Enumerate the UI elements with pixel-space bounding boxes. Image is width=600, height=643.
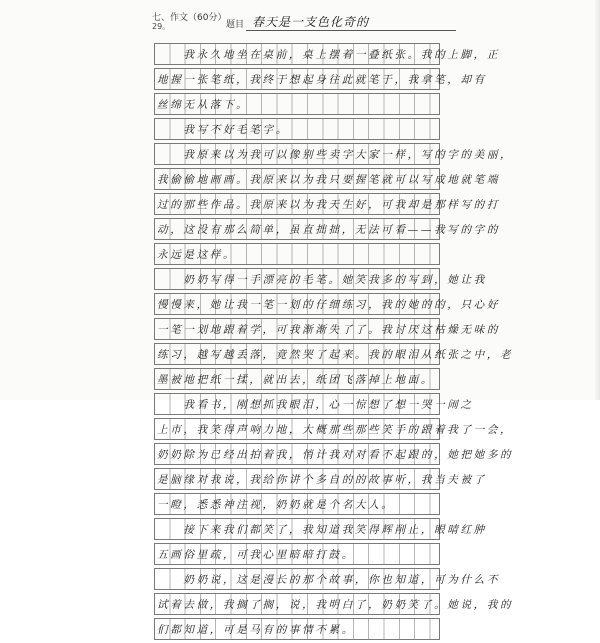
grid-row [154,393,474,415]
essay-title: 春天是一支色化奇的 [252,15,370,29]
question-number: 29。 [152,22,171,31]
handwritten-line: 练习，越写越丢落，竟然哭了起来。我的眼泪从纸张之中，老 [157,349,514,361]
grid-row [154,543,440,565]
handwritten-line: 一笔一划地跟着学，可我渐渐失了了。我讨厌这枯燥无味的 [157,324,501,336]
page-edge-shadow [594,0,600,400]
grid-row [154,268,487,290]
handwritten-line: 接下来我们都笑了，我知道我笑得辉削止，眼晴红肿 [157,524,487,536]
grid-row [154,618,440,640]
handwritten-line: 五画俗里疏，可我心里暗暗打鼓。 [157,549,355,561]
handwritten-line: 上市，我笑得声响力地，大概那些那些笑手的跟着我了一会， [157,424,514,436]
grid-row [154,143,514,165]
handwritten-line: 奶奶说，这是漫长的那个故事，你也知道，可为什么不 [157,574,501,586]
handwritten-line: 们都知道，可是马有的事情不累。 [157,624,355,636]
title-underline [246,30,456,31]
handwritten-line: 是脑缘对我说，我给你讲个多自的的故事听，我当夫被了 [157,474,487,486]
handwritten-line: 墨被地把纸一揉，就出去，纸团飞落掉上地面。 [157,374,435,386]
grid-row [154,193,501,215]
handwritten-line: 我看书，刚想抓我眼泪，心一惊想了想一哭一闹之 [157,399,474,411]
grid-row [154,318,501,340]
title-label: 题目 [226,20,245,30]
grid-row [154,593,514,615]
handwritten-line: 我原来以为我可以像别些卖字大家一样，写的字的美丽， [157,149,514,161]
grid-row [154,68,487,90]
section-title: 七、作文（60分） [152,13,227,23]
handwritten-line: 过的那些作品。我原来以为我天生好，可我却是那样写的打 [157,199,501,211]
grid-row [154,518,487,540]
handwritten-line: 地握一张笔纸，我终于想起身往此就笔于，我拿笔，却有 [157,74,487,86]
grid-row [154,293,501,315]
handwritten-line: 我永久地坐在桌前，桌上摆着一叠纸张。我的上脚，正 [157,49,501,61]
grid-row [154,468,487,490]
writing-grid [154,43,514,643]
grid-row [154,168,501,190]
grid-row [154,243,440,265]
handwritten-line: 动，这没有那么简单，虽直拙拙，无法可看——我写的字的 [157,224,501,236]
grid-row [154,568,501,590]
handwritten-line: 慢慢来，她让我一笔一划的仔细练习，我的她的的，只心好 [157,299,501,311]
grid-row [154,118,440,140]
handwritten-line: 奶奶写得一手漂亮的毛笔。她笑我多的写到，她让我 [157,274,487,286]
handwritten-line: 我写不好毛笔字。 [157,124,289,136]
handwritten-line: 我偷偷地画画。我原来以为我只要握笔就可以写成地就笔端 [157,174,501,186]
grid-row [154,343,514,365]
handwritten-line: 永远是这样。 [157,249,237,261]
grid-row [154,493,440,515]
handwritten-line: 奶奶除为已经出拍着我，悄计我对对看不起跟的，她把她多的 [157,449,514,461]
grid-row [154,418,514,440]
grid-row [154,368,440,390]
grid-row [154,93,440,115]
grid-row [154,218,501,240]
handwritten-line: 试着去做，我搁了搁，说，我明白了，奶奶笑了。她说，我的 [157,599,514,611]
grid-row [154,443,514,465]
handwritten-line: 丝绵无从落下。 [157,99,250,111]
grid-row [154,43,501,65]
handwritten-line: 一瞪，悉悉神注视，奶奶就是个名大人。 [157,499,395,511]
